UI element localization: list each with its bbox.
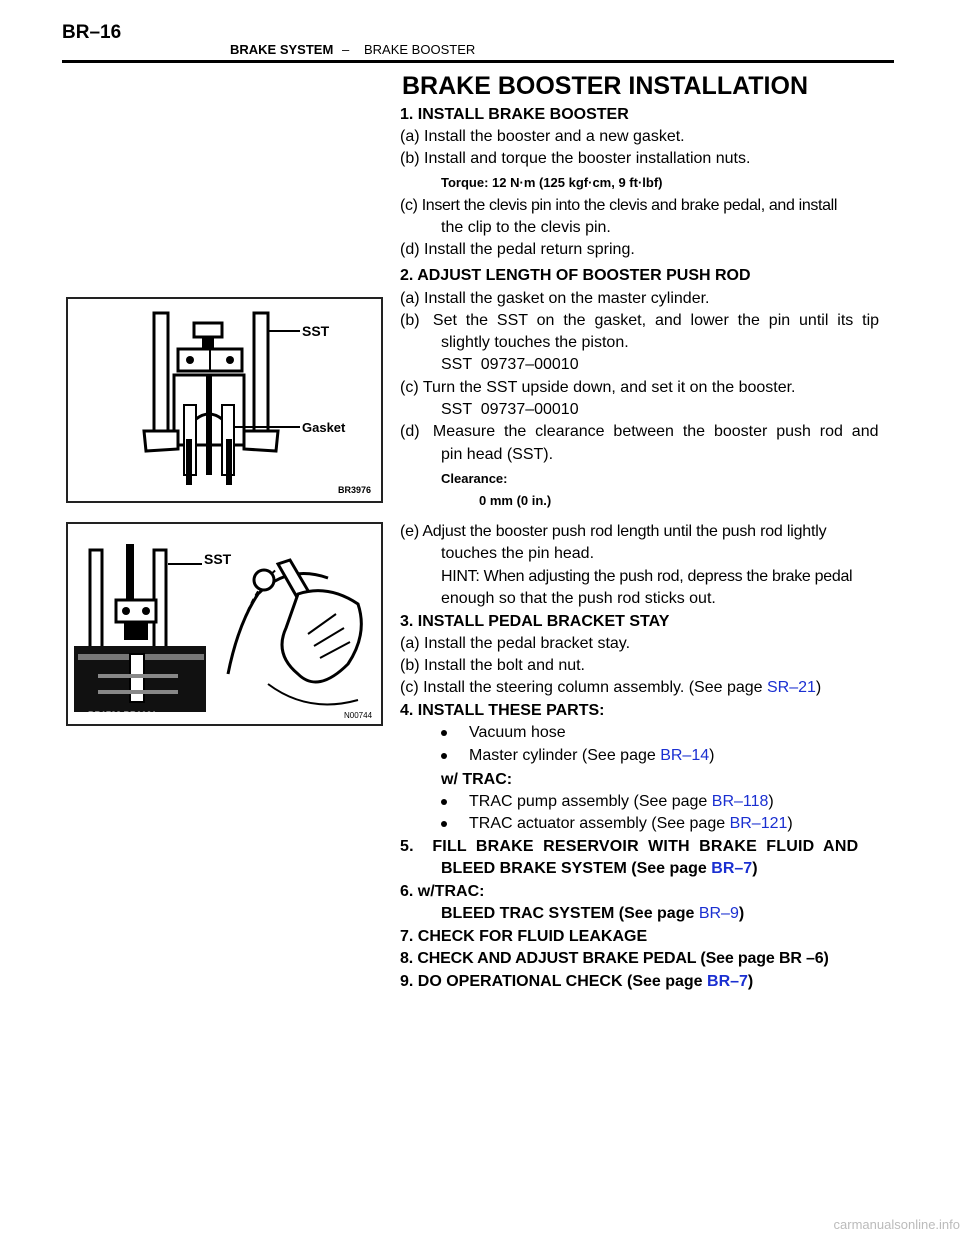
figure-sst-master-cylinder bbox=[66, 297, 383, 503]
header-separator: – bbox=[342, 42, 350, 57]
figure-code: BR3976 bbox=[338, 485, 372, 495]
step-6: 6. w/TRAC: bbox=[400, 883, 485, 900]
step-4: 4. INSTALL THESE PARTS: bbox=[400, 702, 605, 719]
step-3b: (b) Install the bolt and nut. bbox=[400, 657, 585, 674]
page-code: BR–16 bbox=[62, 22, 122, 43]
step-2d: (d) Measure the clearance between the booster push rod and bbox=[400, 423, 879, 440]
clearance-value: 0 mm (0 in.) bbox=[479, 493, 552, 508]
step-9 bbox=[400, 971, 753, 993]
step-2b: (b) Set the SST on the gasket, and lower the pin until its tip bbox=[400, 312, 880, 329]
step-5: 5. FILL BRAKE RESERVOIR WITH BRAKE FLUID AND bbox=[400, 838, 859, 855]
paren: ) bbox=[768, 793, 774, 810]
paren: ) bbox=[747, 973, 754, 990]
step-2c: (c) Turn the SST upside down, and set it on the booster. bbox=[400, 379, 796, 396]
sst-number: SST 09737–00010 bbox=[441, 401, 579, 418]
bullet-icon bbox=[441, 799, 447, 805]
bullet-icon bbox=[441, 753, 447, 759]
bullet-icon bbox=[441, 730, 447, 736]
label-gasket: Gasket bbox=[302, 420, 346, 435]
step-1c-cont: the clip to the clevis pin. bbox=[441, 219, 611, 236]
bullet-text: TRAC pump assembly (See page bbox=[469, 793, 712, 810]
bullet-icon bbox=[441, 821, 447, 827]
link-br-118[interactable]: BR–118 bbox=[711, 793, 769, 810]
link-sr-21[interactable]: SR–21 bbox=[766, 679, 816, 696]
step-1a: (a) Install the booster and a new gasket. bbox=[400, 128, 685, 145]
step-1: 1. INSTALL BRAKE BOOSTER bbox=[400, 106, 629, 123]
link-br-14[interactable]: BR–14 bbox=[660, 747, 710, 764]
step-9-text: 9. DO OPERATIONAL CHECK (See page bbox=[400, 973, 708, 990]
step-3c bbox=[400, 677, 821, 699]
step-3: 3. INSTALL PEDAL BRACKET STAY bbox=[400, 613, 670, 630]
subsection-title: BRAKE BOOSTER bbox=[364, 42, 476, 57]
step-6-cont bbox=[441, 903, 744, 925]
step-1d: (d) Install the pedal return spring. bbox=[400, 241, 635, 258]
bullet-text: TRAC actuator assembly (See page bbox=[469, 815, 730, 832]
step-6-text: BLEED TRAC SYSTEM (See page bbox=[441, 905, 699, 922]
paren: ) bbox=[752, 860, 758, 877]
watermark: carmanualsonline.info bbox=[833, 1217, 960, 1232]
step-3c-text: (c) Install the steering column assembly. (See page bbox=[400, 679, 767, 696]
sst-gasket-illustration bbox=[68, 299, 381, 501]
torque-spec: Torque: 12 N·m (125 kgf·cm, 9 ft·lbf) bbox=[441, 175, 663, 190]
booster-pushrod-illustration bbox=[68, 524, 381, 724]
bullet-text: Master cylinder (See page bbox=[469, 747, 661, 764]
hint-text: HINT: When adjusting the push rod, depress the brake pedal bbox=[441, 568, 853, 585]
trac-label: w/ TRAC: bbox=[441, 771, 513, 788]
paren: ) bbox=[709, 747, 715, 764]
step-8: 8. CHECK AND ADJUST BRAKE PEDAL (See page BR –6) bbox=[400, 950, 829, 967]
step-2e-cont: touches the pin head. bbox=[441, 545, 595, 562]
step-1b: (b) Install and torque the booster installation nuts. bbox=[400, 150, 751, 167]
paren: ) bbox=[787, 815, 793, 832]
page-title: BRAKE BOOSTER INSTALLATION bbox=[402, 72, 809, 100]
link-br-7[interactable]: BR–7 bbox=[707, 973, 748, 990]
step-5-cont bbox=[441, 858, 758, 880]
step-3a: (a) Install the pedal bracket stay. bbox=[400, 635, 631, 652]
sst-number: SST 09737–00010 bbox=[441, 356, 579, 373]
procedure-text bbox=[400, 0, 897, 1242]
bullet-item bbox=[441, 813, 793, 835]
step-2b-cont: slightly touches the piston. bbox=[441, 334, 629, 351]
figure-code-left: BR1728 BR0021 bbox=[88, 710, 157, 720]
bullet-text: Vacuum hose bbox=[469, 724, 566, 741]
step-7: 7. CHECK FOR FLUID LEAKAGE bbox=[400, 928, 648, 945]
label-sst: SST bbox=[302, 323, 330, 339]
step-2e: (e) Adjust the booster push rod length until the push rod lightly bbox=[400, 523, 827, 540]
step-2a: (a) Install the gasket on the master cylinder. bbox=[400, 290, 710, 307]
step-5-text: BLEED BRAKE SYSTEM (See page bbox=[441, 860, 712, 877]
paren: ) bbox=[815, 679, 822, 696]
figure-sst-booster bbox=[66, 522, 383, 726]
clearance-label: Clearance: bbox=[441, 471, 508, 486]
step-2: 2. ADJUST LENGTH OF BOOSTER PUSH ROD bbox=[400, 267, 751, 284]
link-br-121[interactable]: BR–121 bbox=[729, 815, 788, 832]
link-br-7[interactable]: BR–7 bbox=[711, 860, 753, 877]
link-br-9[interactable]: BR–9 bbox=[698, 905, 739, 922]
figure-code-right: N00744 bbox=[344, 711, 373, 720]
section-title: BRAKE SYSTEM bbox=[230, 42, 334, 57]
bullet-item bbox=[441, 791, 774, 813]
bullet-item bbox=[441, 745, 714, 767]
step-2d-cont: pin head (SST). bbox=[441, 446, 554, 463]
paren: ) bbox=[738, 905, 745, 922]
step-1c: (c) Insert the clevis pin into the clevis and brake pedal, and install bbox=[400, 197, 838, 214]
label-sst: SST bbox=[204, 551, 232, 567]
hint-text-cont: enough so that the push rod sticks out. bbox=[441, 590, 716, 607]
bullet-item bbox=[441, 722, 566, 744]
